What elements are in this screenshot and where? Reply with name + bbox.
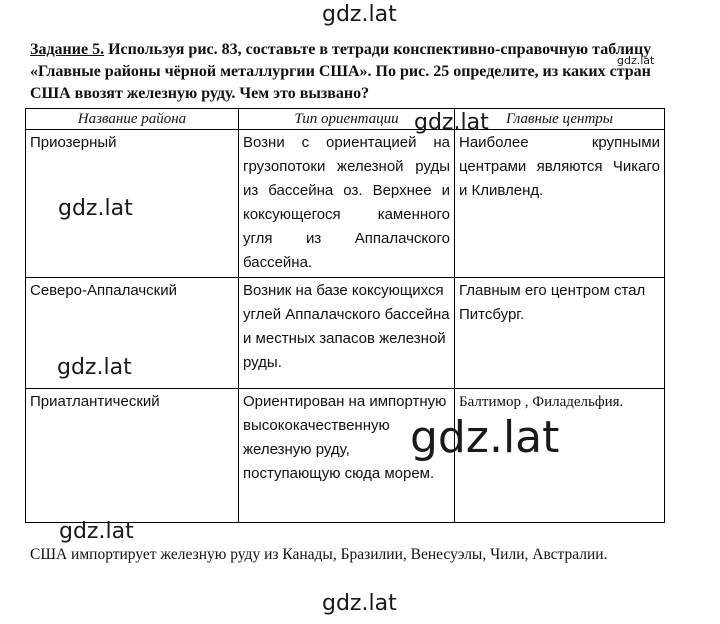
metallurgy-table — [25, 108, 665, 523]
watermark-big: gdz.lat — [410, 412, 560, 463]
task-statement — [30, 39, 670, 105]
answer-text: США импортирует железную руду из Канады, Бразилии, Венесуэлы, Чили, Австралии. — [30, 546, 608, 563]
header-centers: Главные центры — [455, 109, 665, 130]
orientation-cell: Возник на базе коксующихся углей Аппалачского бассейна и местных запасов железной руды. — [239, 278, 455, 389]
orientation-cell: Ориентирован на импортную высококачественную железную руду, поступающую сюда морем. — [239, 389, 455, 523]
region-cell: Приозерный — [26, 130, 239, 278]
task-text: Используя рис. 83, составьте в тетради конспективно-справочную таблицу «Главные районы чёрной металлургии США». По рис. 25 определите, из каких стран США ввозят железную руду. Чем это вызвано? — [30, 41, 652, 102]
header-region: Название района — [26, 109, 239, 130]
watermark-top: gdz.lat — [322, 2, 397, 27]
watermark-left-3: gdz.lat — [59, 519, 134, 544]
table-row — [26, 389, 665, 523]
region-cell: Приатлантический — [26, 389, 239, 523]
orientation-cell: Возни с ориентацией на грузопотоки железной руды из бассейна оз. Верхнее и коксующегося каменного угля из Аппалачского бассейна. — [239, 130, 455, 278]
centers-cell: Балтимор , Филадельфия. — [455, 389, 665, 523]
centers-cell: Главным его центром стал Питсбург. — [455, 278, 665, 389]
header-orientation: Тип ориентации — [239, 109, 455, 130]
task-number: Задание 5. — [30, 41, 105, 58]
watermark-mid: gdz.lat — [414, 110, 489, 135]
watermark-small: gdz.lat — [617, 54, 655, 67]
watermark-bottom: gdz.lat — [322, 591, 397, 616]
region-cell: Северо-Аппалачский — [26, 278, 239, 389]
table-header-row — [26, 109, 665, 130]
centers-cell: Наиболее крупными центрами являются Чикаго и Кливленд. — [455, 130, 665, 278]
watermark-left-2: gdz.lat — [57, 355, 132, 380]
watermark-left-1: gdz.lat — [58, 196, 133, 221]
